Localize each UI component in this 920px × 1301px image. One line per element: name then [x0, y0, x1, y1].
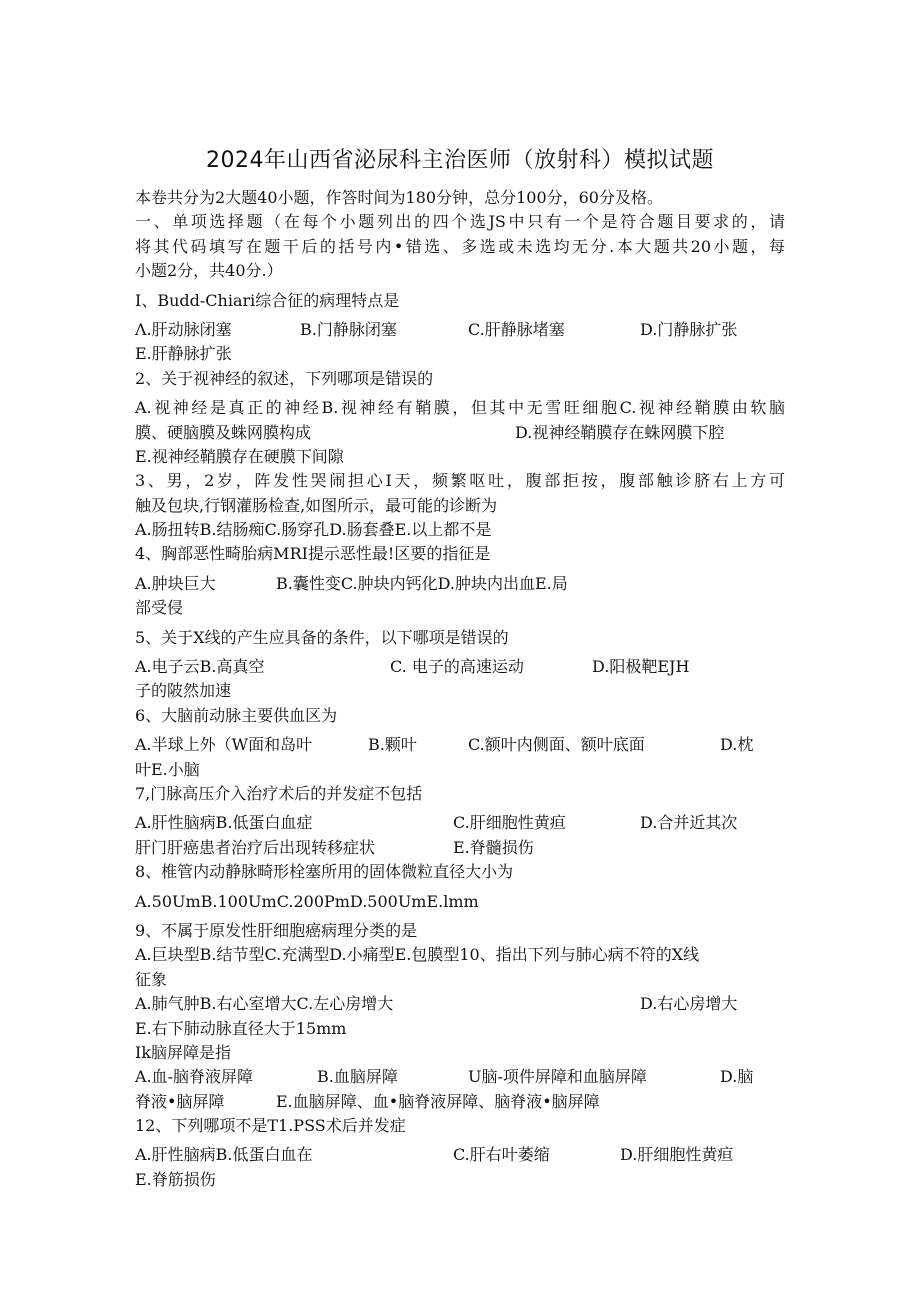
option-d-cont: 肝门肝癌患者治疗后出现转移症状 [135, 837, 376, 857]
option-d: D.脑 [720, 1067, 754, 1087]
question-1-stem: I、Budd-Chiari综合征的病理特点是 [135, 290, 400, 310]
question-2-option-e: E.视神经鞘膜存在硬膜下间隙 [135, 446, 344, 466]
question-1-options [135, 318, 785, 342]
option-c: C.肝右叶萎缩 [453, 1145, 550, 1165]
option-c: C.肝静脉堵塞 [468, 319, 565, 339]
option-a-b-c: A.肺气肿B.右心室增大C.左心房增大 [135, 994, 394, 1014]
question-11-options [135, 1065, 785, 1089]
question-9-options: A.巨块型B.结节型C.充满型D.小痛型E.包膜型10、指出下列与肺心病不符的X线 [135, 945, 700, 965]
question-4-option-cont: 部受侵 [135, 598, 184, 618]
option-b: B.门静脉闭塞 [300, 319, 397, 339]
question-12-stem: 12、下列哪项不是T1.PSS术后并发症 [135, 1116, 406, 1136]
option-b: B.颗叶 [368, 735, 417, 755]
option-a: A.半球上外（W面和岛叶 [135, 735, 313, 755]
section-instructions-line-1: 一、单项选择题（在每个小题列出的四个选JS中只有一个是符合题目要求的，请 [135, 212, 785, 232]
question-6-options [135, 733, 785, 757]
question-4-options [135, 572, 785, 596]
section-instructions-line-3: 小题2分，共40分.） [135, 261, 283, 281]
option-d: D.视神经鞘膜存在蛛网膜下腔 [515, 422, 725, 442]
option-a-b: A.电子云B.高真空 [135, 657, 265, 677]
option-b: B.血脑屏障 [317, 1067, 398, 1087]
question-2-stem: 2、关于视神经的叙述，下列哪项是错误的 [135, 368, 434, 388]
question-3-options: A.肠扭转B.结肠痴C.肠穿孔D.肠套叠E.以上都不是 [135, 520, 492, 540]
option-c: U脑-项件屏障和血脑屏障 [468, 1067, 647, 1087]
option-d-cont: 脊液•脑屏障 [135, 1091, 225, 1111]
question-10-options [135, 992, 785, 1016]
section-instructions-line-2: 将其代码填写在题干后的括号内•错选、多选或未选均无分.本大题共20小题，每 [135, 236, 785, 256]
question-5-options [135, 655, 785, 679]
question-7-stem: 7,门脉高压介入治疗术后的并发症不包括 [135, 783, 423, 803]
question-7-options [135, 811, 785, 835]
question-10-stem-cont: 征象 [135, 969, 168, 989]
question-6-option-cont: 叶E.小脑 [135, 759, 200, 779]
option-text: 膜、硬脑膜及蛛网膜构成 [135, 422, 312, 442]
question-1-option-e: E.肝静脉扩张 [135, 344, 232, 364]
document-body [135, 186, 785, 1192]
option-a-b: A.肝性脑病B.低蛋白血在 [135, 1145, 313, 1165]
question-12-option-e: E.脊筋损伤 [135, 1169, 216, 1189]
option-b-to-e: B.囊性变C.肿块内钙化D.肿块内出血E.局 [276, 573, 568, 593]
question-5-option-cont: 子的陂然加速 [135, 681, 232, 701]
option-a-b: A.肝性脑病B.低蛋白血症 [135, 813, 313, 833]
question-10-option-e: E.右下肺动脉直径大于15mm [135, 1018, 347, 1038]
option-a: A.肿块巨大 [135, 573, 216, 593]
option-a: A.血-脑脊液屏障 [135, 1067, 254, 1087]
page-title: 2024年山西省泌尿科主治医师（放射科）模拟试题 [206, 148, 714, 173]
option-e: E.脊髓损伤 [453, 837, 534, 857]
question-7-options-line-2 [135, 836, 785, 860]
question-8-options: A.50UmB.100UmC.200PmD.500UmE.lmm [135, 891, 479, 911]
question-4-stem: 4、胸部恶性畸胎病MRI提示恶性最!区要的指征是 [135, 544, 491, 564]
question-11-options-line-2 [135, 1090, 785, 1114]
question-3-stem-line-2: 触及包块,行钢灌肠检查,如图所示，最可能的诊断为 [135, 495, 498, 515]
question-2-options-line-1: A.视神经是真正的神经B.视神经有鞘膜，但其中无雪旺细胞C.视神经鞘膜由软脑 [135, 398, 785, 418]
option-d: D.合并近其次 [640, 813, 738, 833]
question-12-options [135, 1143, 785, 1167]
option-c: C. 电子的高速运动 [390, 657, 524, 677]
option-a: Λ.肝动脉闭塞 [135, 319, 232, 339]
option-e: E.血脑屏障、血•脑脊液屏障、脑脊液•脑屏障 [276, 1091, 600, 1111]
question-9-stem: 9、不属于原发性肝细胞癌病理分类的是 [135, 920, 418, 940]
option-d: D.肝细胞性黄疸 [620, 1145, 734, 1165]
question-6-stem: 6、大脑前动脉主要供血区为 [135, 705, 338, 725]
option-d: D.右心房增大 [640, 994, 738, 1014]
intro-text: 本卷共分为2大题40小题，作答时间为180分钟，总分100分，60分及格。 [135, 188, 663, 207]
option-c: C.肝细胞性黄疸 [453, 813, 566, 833]
question-2-options-line-2 [135, 421, 785, 445]
option-d: D.枕 [720, 735, 754, 755]
option-c: C.额叶内侧面、额叶底面 [468, 735, 645, 755]
question-11-stem: Ik脑屏障是指 [135, 1042, 232, 1062]
option-d: D.阳极靶EJH [592, 657, 690, 677]
question-8-stem: 8、椎管内动静脉畸形栓塞所用的固体微粒直径大小为 [135, 862, 514, 882]
question-5-stem: 5、关于X线的产生应具备的条件，以下哪项是错误的 [135, 627, 509, 647]
option-d: D.门静脉扩张 [640, 319, 738, 339]
question-3-stem-line-1: 3、男，2岁，阵发性哭闹担心I天，频繁呕吐，腹部拒按，腹部触诊脐右上方可 [135, 471, 785, 491]
